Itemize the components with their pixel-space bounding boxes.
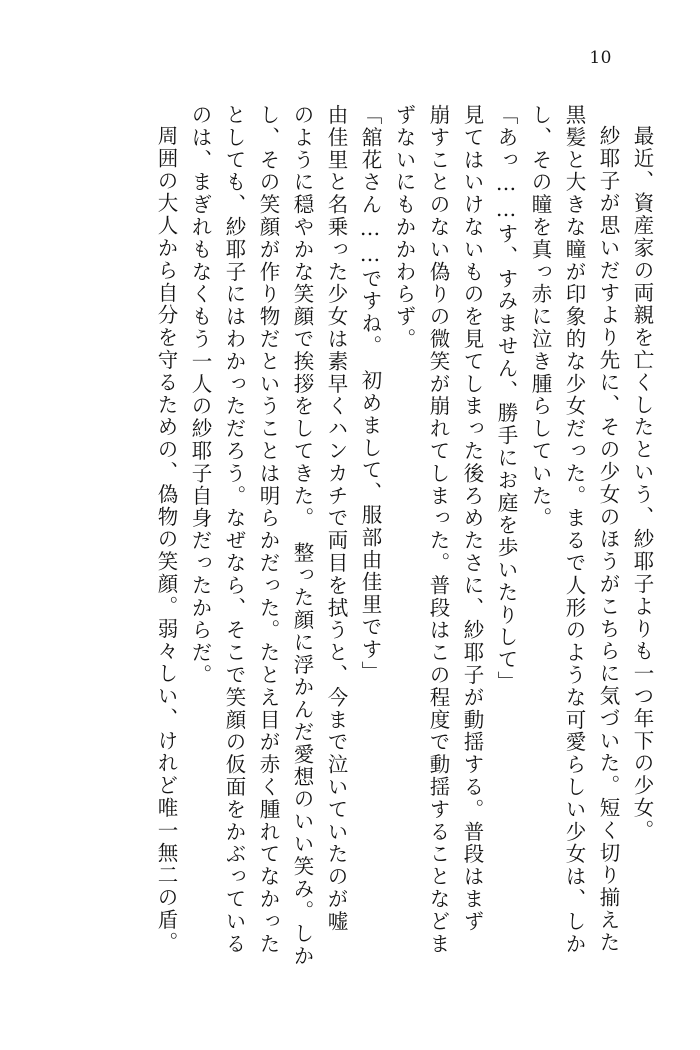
text-line: し、その笑顔が作り物だということは明らかだった。たとえ目が赤く腫れてなかった bbox=[256, 104, 280, 956]
text-line: 「舘花さん……ですね。 初めまして、服部由佳里です」 bbox=[358, 104, 382, 684]
text-line: のは、まぎれもなくもう一人の紗耶子自身だったからだ。 bbox=[188, 104, 212, 687]
page-number: 10 bbox=[589, 48, 612, 68]
text-line: のように穏やかな笑顔で挨拶をしてきた。 整った顔に浮かんだ愛想のいい笑み。しか bbox=[290, 104, 314, 968]
text-line: 周囲の大人から自分を守るための、偽物の笑顔。弱々しい、けれど唯一無二の盾。 bbox=[154, 125, 178, 954]
text-line: としても、紗耶子にはわかっただろう。なぜなら、そこで笑顔の仮面をかぶっている bbox=[222, 104, 246, 956]
text-line: 見てはいけないものを見てしまった後ろめたさに、紗耶子が動揺する。普段はまず bbox=[460, 104, 484, 933]
text-line: 「あっ……す、すみません、勝手にお庭を歩いたりして」 bbox=[494, 104, 518, 694]
vertical-text-body bbox=[48, 104, 652, 982]
text-line: 崩すことのない偽りの微笑が崩れてしまった。普段はこの程度で動揺することなどま bbox=[426, 104, 450, 956]
text-line: 黒髪と大きな瞳が印象的な少女だった。まるで人形のような可愛らしい少女は、しか bbox=[562, 104, 586, 956]
text-line: し、その瞳を真っ赤に泣き腫らしていた。 bbox=[528, 104, 552, 530]
text-line: 紗耶子が思いだすより先に、その少女のほうがこちらに気づいた。短く切り揃えた bbox=[596, 125, 620, 954]
text-line: 由佳里と名乗った少女は素早くハンカチで両目を拭うと、今まで泣いていたのが嘘 bbox=[324, 104, 348, 933]
text-line: ずないにもかかわらず。 bbox=[392, 104, 416, 351]
text-line: 最近、資産家の両親を亡くしたという、紗耶子よりも一つ年下の少女。 bbox=[630, 125, 654, 842]
